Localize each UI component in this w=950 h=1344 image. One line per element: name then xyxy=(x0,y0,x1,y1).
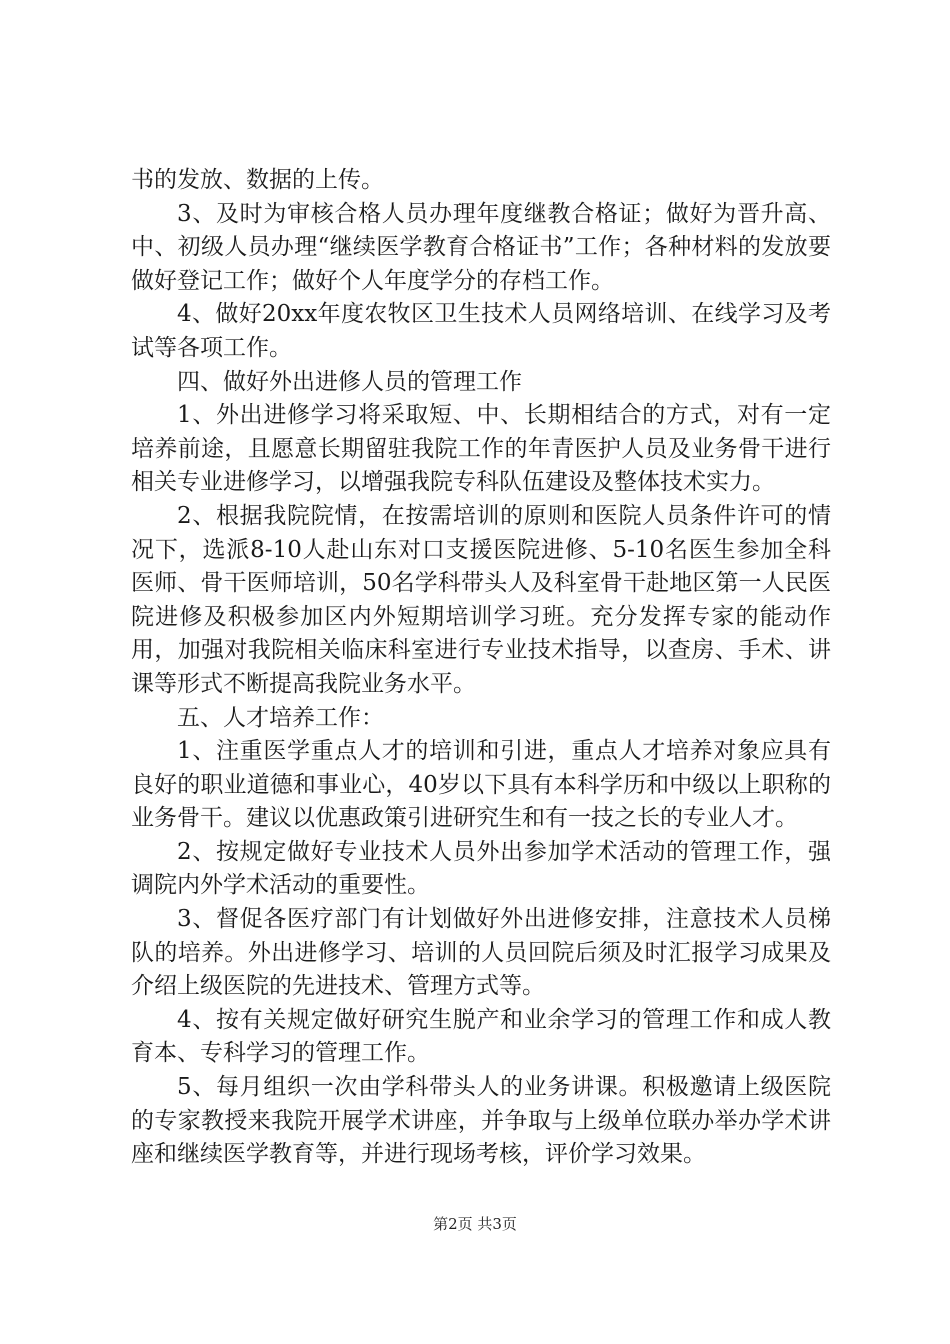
paragraph-item-4: 4、按有关规定做好研究生脱产和业余学习的管理工作和成人教育本、专科学习的管理工作。 xyxy=(131,1006,831,1067)
paragraph-item-4: 4、做好20xx年度农牧区卫生技术人员网络培训、在线学习及考试等各项工作。 xyxy=(131,301,831,361)
paragraph-item-3: 3、督促各医疗部门有计划做好外出进修安排，注意技术人员梯队的培养。外出进修学习、培训的人员回院后须及时汇报学习成果及介绍上级医院的先进技术、管理方式等。 xyxy=(131,906,831,1000)
section-heading-5: 五、人才培养工作： xyxy=(177,704,384,731)
paragraph-item-1: 1、外出进修学习将采取短、中、长期相结合的方式，对有一定培养前途，且愿意长期留驻我院工作的年青医护人员及业务骨干进行相关专业进修学习，以增强我院专科队伍建设及整体技术实力。 xyxy=(131,402,831,496)
paragraph-item-1: 1、注重医学重点人才的培训和引进，重点人才培养对象应具有良好的职业道德和事业心，40岁以下具有本科学历和中级以上职称的业务骨干。建议以优惠政策引进研究生和有一技之长的专业人才。 xyxy=(131,738,831,832)
section-heading-4: 四、做好外出进修人员的管理工作 xyxy=(177,368,522,395)
page-number-footer: 第2页 共3页 xyxy=(433,1215,517,1233)
paragraph-continuation: 书的发放、数据的上传。 xyxy=(131,167,384,193)
paragraph-item-2: 2、根据我院院情，在按需培训的原则和医院人员条件许可的情况下，选派8-10人赴山东对口支援医院进修、5-10名医生参加全科医师、骨干医师培训，50名学科带头人及科室骨干赴地区第一人民医院进修及积极参加区内外短期培训学习班。充分发挥专家的能动作用，加强对我院相关临床科室进行专业技术指导，以查房、手术、讲课等形式不断提高我院业务水平。 xyxy=(131,502,831,697)
paragraph-item-5: 5、每月组织一次由学科带头人的业务讲课。积极邀请上级医院的专家教授来我院开展学术讲座，并争取与上级单位联办举办学术讲座和继续医学教育等，并进行现场考核，评价学习效果。 xyxy=(131,1074,831,1168)
paragraph-item-2: 2、按规定做好专业技术人员外出参加学术活动的管理工作，强调院内外学术活动的重要性。 xyxy=(131,838,831,899)
paragraph-item-3: 3、及时为审核合格人员办理年度继教合格证；做好为晋升高、中、初级人员办理“继续医学教育合格证书”工作；各种材料的发放要做好登记工作；做好个人年度学分的存档工作。 xyxy=(131,200,831,294)
document-body xyxy=(131,164,831,1172)
